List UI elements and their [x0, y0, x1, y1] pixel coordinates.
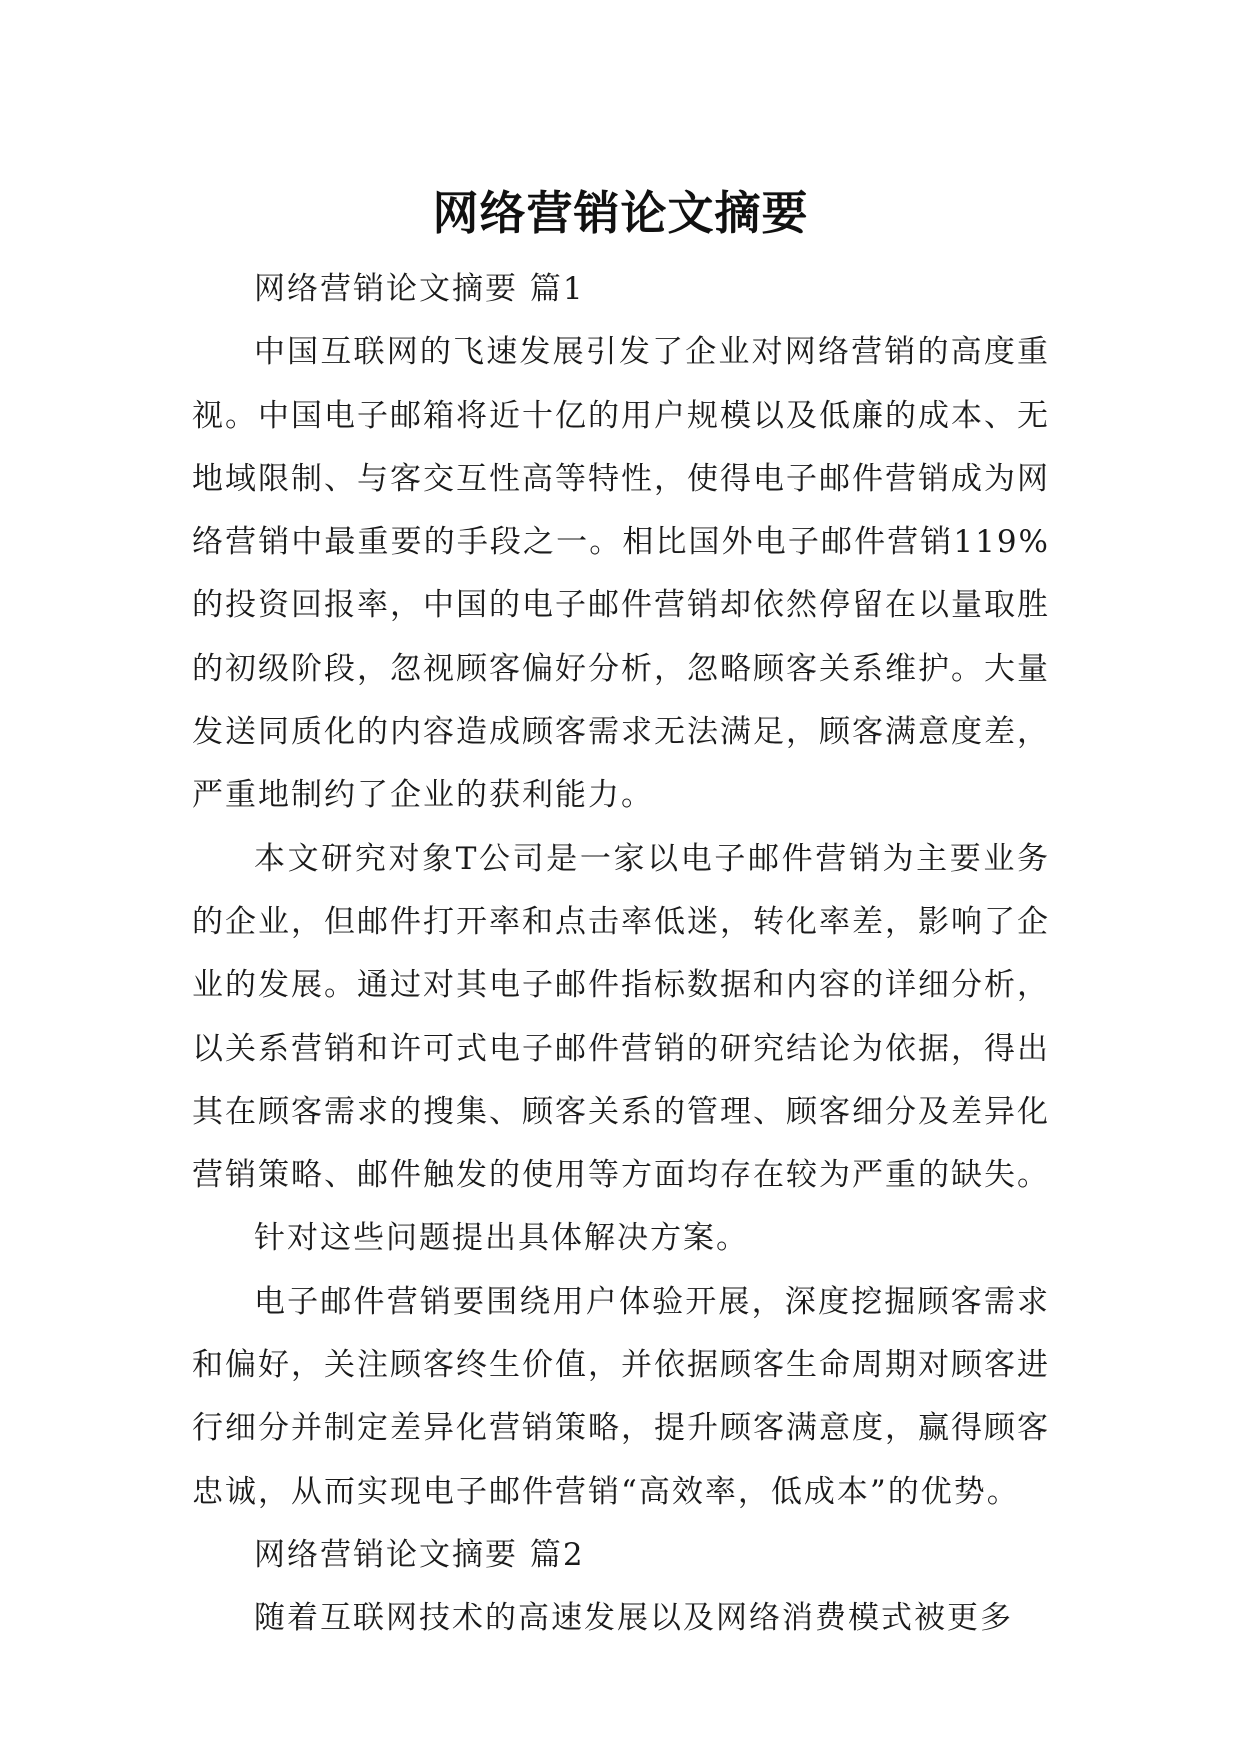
paragraph: 随着互联网技术的高速发展以及网络消费模式被更多	[254, 1600, 1013, 1637]
paragraph: 针对这些问题提出具体解决方案。	[254, 1220, 749, 1257]
document-body	[192, 258, 1050, 1651]
section-heading-1: 网络营销论文摘要 篇1	[254, 271, 585, 307]
paragraph: 中国互联网的飞速发展引发了企业对网络营销的高度重视。中国电子邮箱将近十亿的用户规模以及低廉的成本、无地域限制、与客交互性高等特性，使得电子邮件营销成为网络营销中最重要的手段之一。相比国外电子邮件营销119%的投资回报率，中国的电子邮件营销却依然停留在以量取胜的初级阶段，忽视顾客偏好分析，忽略顾客关系维护。大量发送同质化的内容造成顾客需求无法满足，顾客满意度差，严重地制约了企业的获利能力。	[192, 334, 1050, 814]
paragraph: 电子邮件营销要围绕用户体验开展，深度挖掘顾客需求和偏好，关注顾客终生价值，并依据顾客生命周期对顾客进行细分并制定差异化营销策略，提升顾客满意度，赢得顾客忠诚，从而实现电子邮件营销“高效率，低成本”的优势。	[192, 1283, 1050, 1510]
section-heading-2: 网络营销论文摘要 篇2	[254, 1536, 585, 1573]
paragraph: 本文研究对象T公司是一家以电子邮件营销为主要业务的企业，但邮件打开率和点击率低迷，转化率差，影响了企业的发展。通过对其电子邮件指标数据和内容的详细分析，以关系营销和许可式电子邮件营销的研究结论为依据，得出其在顾客需求的搜集、顾客关系的管理、顾客细分及差异化营销策略、邮件触发的使用等方面均存在较为严重的缺失。	[192, 840, 1050, 1194]
document-title: 网络营销论文摘要	[432, 185, 809, 240]
